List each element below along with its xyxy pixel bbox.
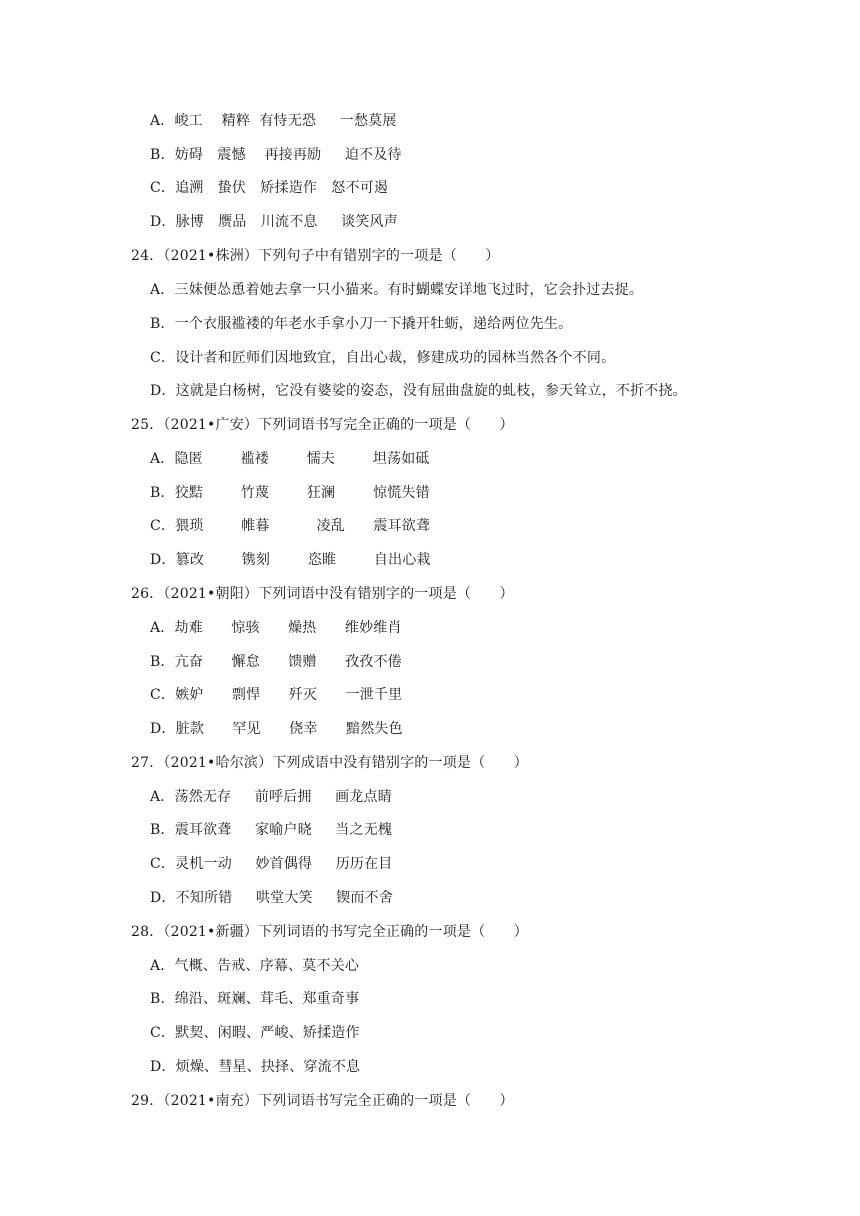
question-28-stem: 28．（2021•新疆）下列词语的书写完全正确的一项是（ ） [131,924,528,940]
q23-option-a: A．峻工 精粹 有恃无恐 一愁莫展 [150,113,397,129]
question-27-stem: 27．（2021•哈尔滨）下列成语中没有错别字的一项是（ ） [131,755,528,771]
q27-option-b: B．震耳欲聋 家喻户晓 当之无槐 [150,822,393,838]
q26-option-b: B．亢奋 懈怠 馈赠 孜孜不倦 [150,654,402,670]
q25-option-a: A．隐匿 褴褛 懦夫 坦荡如砥 [150,451,430,467]
q28-option-c: C．默契、闲暇、严峻、矫揉造作 [150,1025,360,1041]
q28-option-a: A．气概、告戒、序幕、莫不关心 [150,958,360,974]
q23-option-c: C．追溯 蛰伏 矫揉造作 怒不可遏 [150,180,389,196]
q28-option-d: D．烦燥、彗星、抉择、穿流不息 [150,1059,361,1075]
question-29-stem: 29．（2021•南充）下列词语书写完全正确的一项是（ ） [131,1093,514,1109]
q25-option-c: C．猥琐 帷暮 凌乱 震耳欲聋 [150,518,431,534]
q26-option-c: C．嫉妒 剽悍 歼灭 一泄千里 [150,687,403,703]
q27-option-c: C．灵机一动 妙首偶得 历历在目 [150,856,393,872]
q26-option-a: A．劫难 惊骇 燥热 维妙维肖 [150,620,402,636]
q24-option-a: A．三妹便怂恿着她去拿一只小猫来。有时蝴蝶安详地飞过时，它会扑过去捉。 [150,282,644,298]
q25-option-d: D．篡改 镌刻 恣睢 自出心栽 [150,552,431,568]
q28-option-b: B．绵沿、斑斓、茸毛、郑重奇事 [150,991,360,1007]
q27-option-a: A．荡然无存 前呼后拥 画龙点睛 [150,789,392,805]
question-25-stem: 25．（2021•广安）下列词语书写完全正确的一项是（ ） [131,417,514,433]
q23-option-d: D．脉博 赝品 川流不息 谈笑风声 [150,214,398,230]
q26-option-d: D．脏款 罕见 侥幸 黯然失色 [150,721,403,737]
q27-option-d: D．不知所错 哄堂大笑 锲而不舍 [150,890,394,906]
q24-option-d: D．这就是白杨树，它没有婆娑的姿态，没有屈曲盘旋的虬枝，参天耸立，不折不挠。 [150,383,687,399]
q24-option-c: C．设计者和匠师们因地致宜，自出心裁，修建成功的园林当然各个不同。 [150,350,616,366]
question-24-stem: 24．（2021•株洲）下列句子中有错别字的一项是（ ） [131,248,500,264]
question-26-stem: 26．（2021•朝阳）下列词语中没有错别字的一项是（ ） [131,586,514,602]
q25-option-b: B．狡黠 竹蔑 狂澜 惊慌失错 [150,485,430,501]
q23-option-b: B．妨碍 震憾 再接再励 迫不及待 [150,147,402,163]
q24-option-b: B．一个衣服褴褛的年老水手拿小刀一下撬开牡蛎，递给两位先生。 [150,316,573,332]
